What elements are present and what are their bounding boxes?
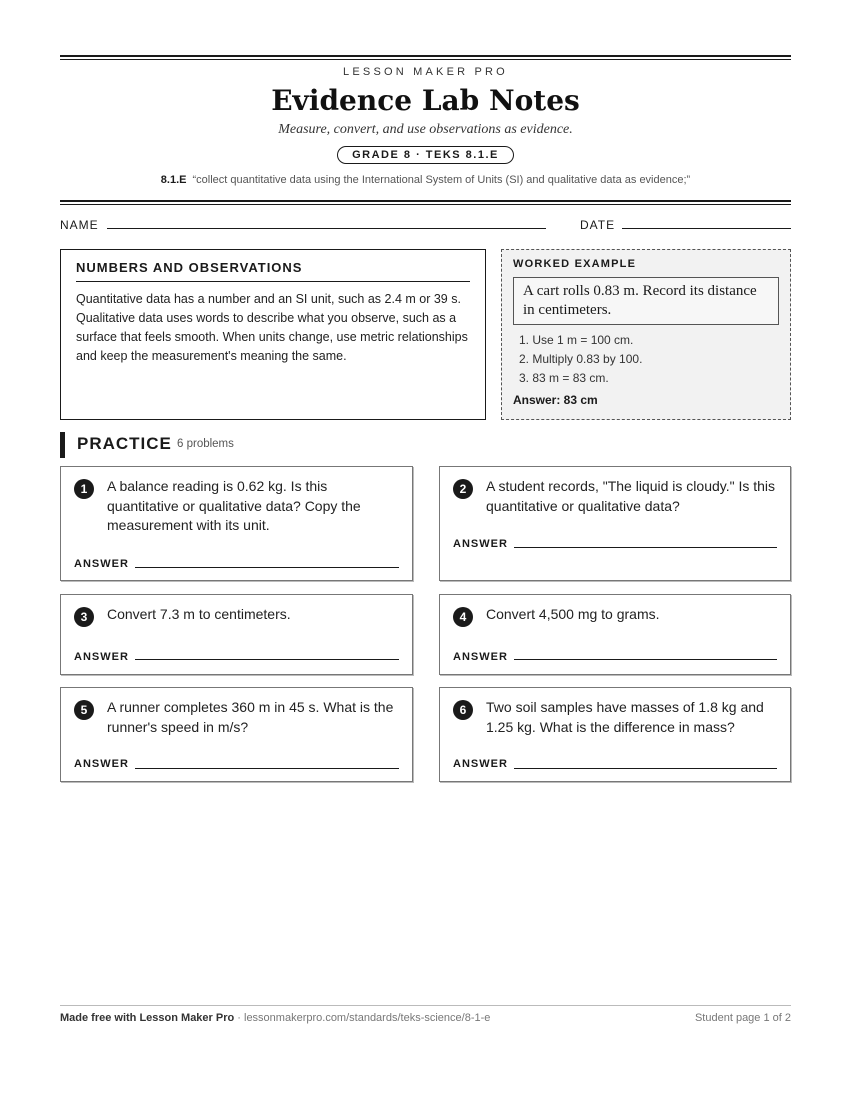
- worksheet-page: [60, 0, 791, 1100]
- problem-card: [60, 594, 413, 675]
- concept-heading: NUMBERS AND OBSERVATIONS: [76, 260, 470, 282]
- practice-count: 6 problems: [177, 438, 234, 450]
- name-field[interactable]: [107, 228, 546, 229]
- problem-question: A runner completes 360 m in 45 s. What is the runner's speed in m/s?: [107, 699, 394, 735]
- problem-card: [439, 466, 791, 581]
- problem-card: [60, 687, 413, 782]
- problem-number: 5: [74, 700, 94, 720]
- problem-question: Convert 7.3 m to centimeters.: [107, 606, 291, 622]
- answer-line[interactable]: [514, 768, 777, 769]
- practice-accent-bar: [60, 432, 65, 458]
- worked-example-answer: Answer: 83 cm: [513, 393, 598, 407]
- worked-example-step: 2. Multiply 0.83 by 100.: [519, 352, 643, 366]
- problem-card: [439, 687, 791, 782]
- concept-box: [60, 249, 486, 420]
- student-info-row: [60, 216, 791, 232]
- footer-rule: [60, 1005, 791, 1006]
- standard-statement: [60, 174, 791, 186]
- answer-line[interactable]: [514, 659, 777, 660]
- problem-number: 4: [453, 607, 473, 627]
- problem-number: 3: [74, 607, 94, 627]
- date-field[interactable]: [622, 228, 791, 229]
- answer-label: ANSWER: [453, 758, 508, 770]
- header-top-rule: [60, 55, 791, 60]
- answer-line[interactable]: [514, 547, 777, 548]
- page-subtitle: Measure, convert, and use observations as evidence.: [278, 122, 573, 137]
- practice-header: [60, 430, 791, 457]
- worked-example-step: 3. 83 m = 83 cm.: [519, 371, 609, 385]
- worked-example-box: [501, 249, 791, 420]
- footer-page-number: Student page 1 of 2: [694, 1012, 791, 1024]
- answer-label: ANSWER: [453, 538, 508, 550]
- page-title: Evidence Lab Notes: [271, 84, 580, 117]
- footer-credit: [60, 1012, 490, 1024]
- name-label: NAME: [60, 218, 99, 232]
- answer-label: ANSWER: [74, 651, 129, 663]
- problem-number: 2: [453, 479, 473, 499]
- problem-question: Convert 4,500 mg to grams.: [486, 606, 660, 622]
- problem-number: 6: [453, 700, 473, 720]
- answer-line[interactable]: [135, 659, 399, 660]
- worked-example-steps: [519, 331, 779, 388]
- practice-label: PRACTICE: [77, 434, 172, 453]
- problem-card: [60, 466, 413, 581]
- problem-question: A balance reading is 0.62 kg. Is this quantitative or qualitative data? Copy the measurement with its unit.: [107, 478, 361, 533]
- standard-code: 8.1.E: [160, 174, 187, 186]
- problem-question: Two soil samples have masses of 1.8 kg and 1.25 kg. What is the difference in mass?: [486, 699, 764, 735]
- date-label: DATE: [580, 218, 616, 232]
- answer-label: ANSWER: [74, 558, 129, 570]
- answer-line[interactable]: [135, 768, 399, 769]
- standard-text: “collect quantitative data using the International System of Units (SI) and qualitative data as evidence;”: [192, 174, 691, 186]
- answer-label: ANSWER: [453, 651, 508, 663]
- header-bottom-rule: [60, 200, 791, 205]
- answer-label: ANSWER: [74, 758, 129, 770]
- problem-card: [439, 594, 791, 675]
- problem-number: 1: [74, 479, 94, 499]
- answer-line[interactable]: [135, 567, 399, 568]
- worked-example-step: 1. Use 1 m = 100 cm.: [519, 333, 634, 347]
- worked-example-prompt: A cart rolls 0.83 m. Record its distance in centimeters.: [513, 277, 779, 325]
- worked-example-heading: WORKED EXAMPLE: [513, 258, 637, 270]
- footer-url[interactable]: · lessonmakerpro.com/standards/teks-science/8-1-e: [237, 1012, 491, 1024]
- footer-made-with: Made free with Lesson Maker Pro: [60, 1012, 235, 1024]
- grade-badge: GRADE 8 · TEKS 8.1.E: [337, 146, 514, 164]
- problem-question: A student records, "The liquid is cloudy." Is this quantitative or qualitative data?: [486, 478, 776, 514]
- brand-name: LESSON MAKER PRO: [343, 66, 508, 78]
- concept-body: Quantitative data has a number and an SI unit, such as 2.4 m or 39 s. Qualitative data uses words to describe what you observe, such as a surface that feels smooth. When units change, use metric relationships and keep the measurement's meaning the same.: [76, 292, 468, 363]
